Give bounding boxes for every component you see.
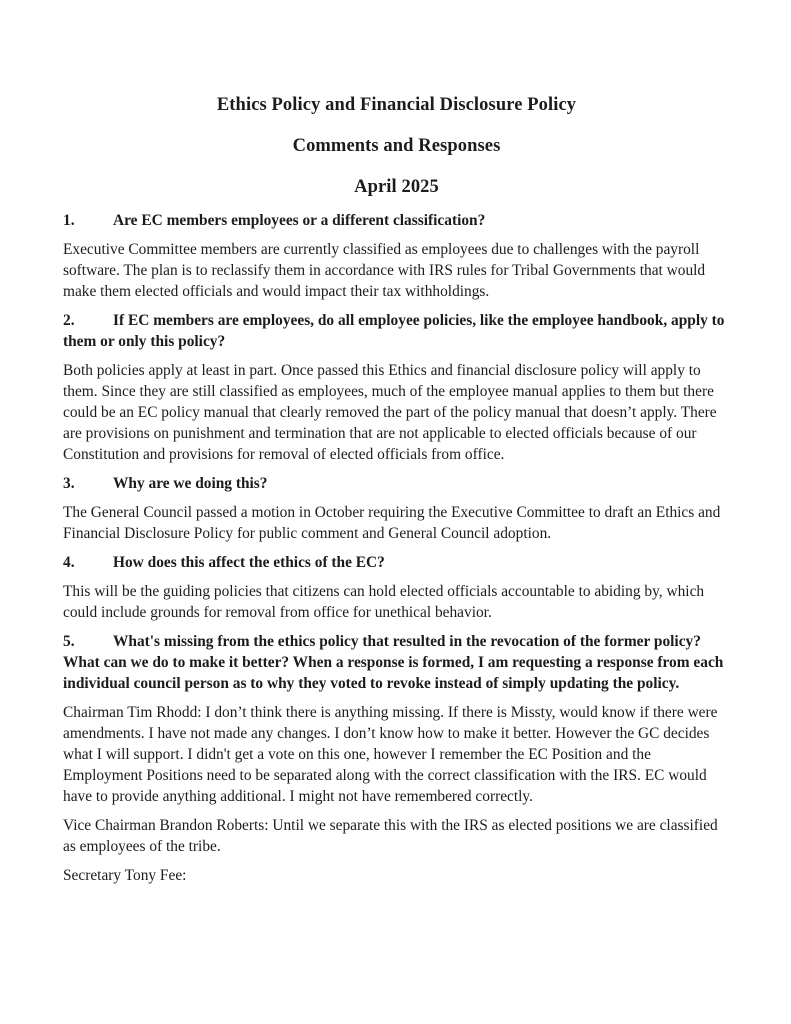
document-title: Ethics Policy and Financial Disclosure Policy [216, 95, 577, 115]
response-paragraph: The General Council passed a motion in October requiring the Executive Committee to draft an Ethics and Financial Disclosure Policy for public comment and General Council adoption. [63, 504, 721, 542]
question-item-2 [63, 310, 730, 352]
question-number: 4. [63, 554, 75, 571]
document-subtitle: Comments and Responses [292, 136, 501, 156]
question-text: How does this affect the ethics of the EC? [113, 554, 385, 571]
document-body [63, 210, 730, 886]
question-item-5 [63, 631, 730, 694]
document-date: April 2025 [354, 177, 439, 197]
question-item-4 [63, 552, 730, 573]
response-paragraph-vice-chairman: Vice Chairman Brandon Roberts: Until we separate this with the IRS as elected positions we are classified as employees of the tribe. [63, 817, 718, 855]
response-paragraph: This will be the guiding policies that citizens can hold elected officials accountable to abiding by, which could include grounds for removal from office for unethical behavior. [63, 583, 705, 621]
question-text: If EC members are employees, do all employee policies, like the employee handbook, apply to them or only this policy? [63, 312, 725, 350]
question-item-1 [63, 210, 730, 231]
question-number: 5. [63, 633, 75, 650]
question-number: 2. [63, 312, 75, 329]
response-paragraph: Both policies apply at least in part. Once passed this Ethics and financial disclosure policy will apply to them. Since they are still classified as employees, much of the employee manual applies to them but there could be an EC policy manual that clearly removed the part of the policy manual that doesn’t apply. There are provisions on punishment and termination that are not applicable to elected officials because of our Constitution and provisions for removal of elected officials from office. [63, 362, 717, 463]
question-text: Are EC members employees or a different classification? [113, 212, 486, 229]
response-paragraph: Executive Committee members are currently classified as employees due to challenges with the payroll software. The plan is to reclassify them in accordance with IRS rules for Tribal Governments that would make them elected officials and would impact their tax withholdings. [63, 241, 706, 300]
question-item-3 [63, 473, 730, 494]
response-paragraph-secretary: Secretary Tony Fee: [63, 867, 187, 884]
question-text: What's missing from the ethics policy that resulted in the revocation of the former policy? What can we do to make it better? When a response is formed, I am requesting a response from each individual council person as to why they voted to revoke instead of simply updating the policy. [63, 633, 724, 692]
question-number: 1. [63, 212, 75, 229]
question-text: Why are we doing this? [113, 475, 268, 492]
response-paragraph-chairman: Chairman Tim Rhodd: I don’t think there is anything missing. If there is Missty, would know if there were amendments. I have not made any changes. I don’t know how to make it better. However the GC decides what I will support. I didn't get a vote on this one, however I remember the EC Position and the Employment Positions need to be separated along with the correct classification with the IRS. EC would have to provide anything additional. I might not have remembered correctly. [63, 704, 718, 805]
question-number: 3. [63, 475, 75, 492]
